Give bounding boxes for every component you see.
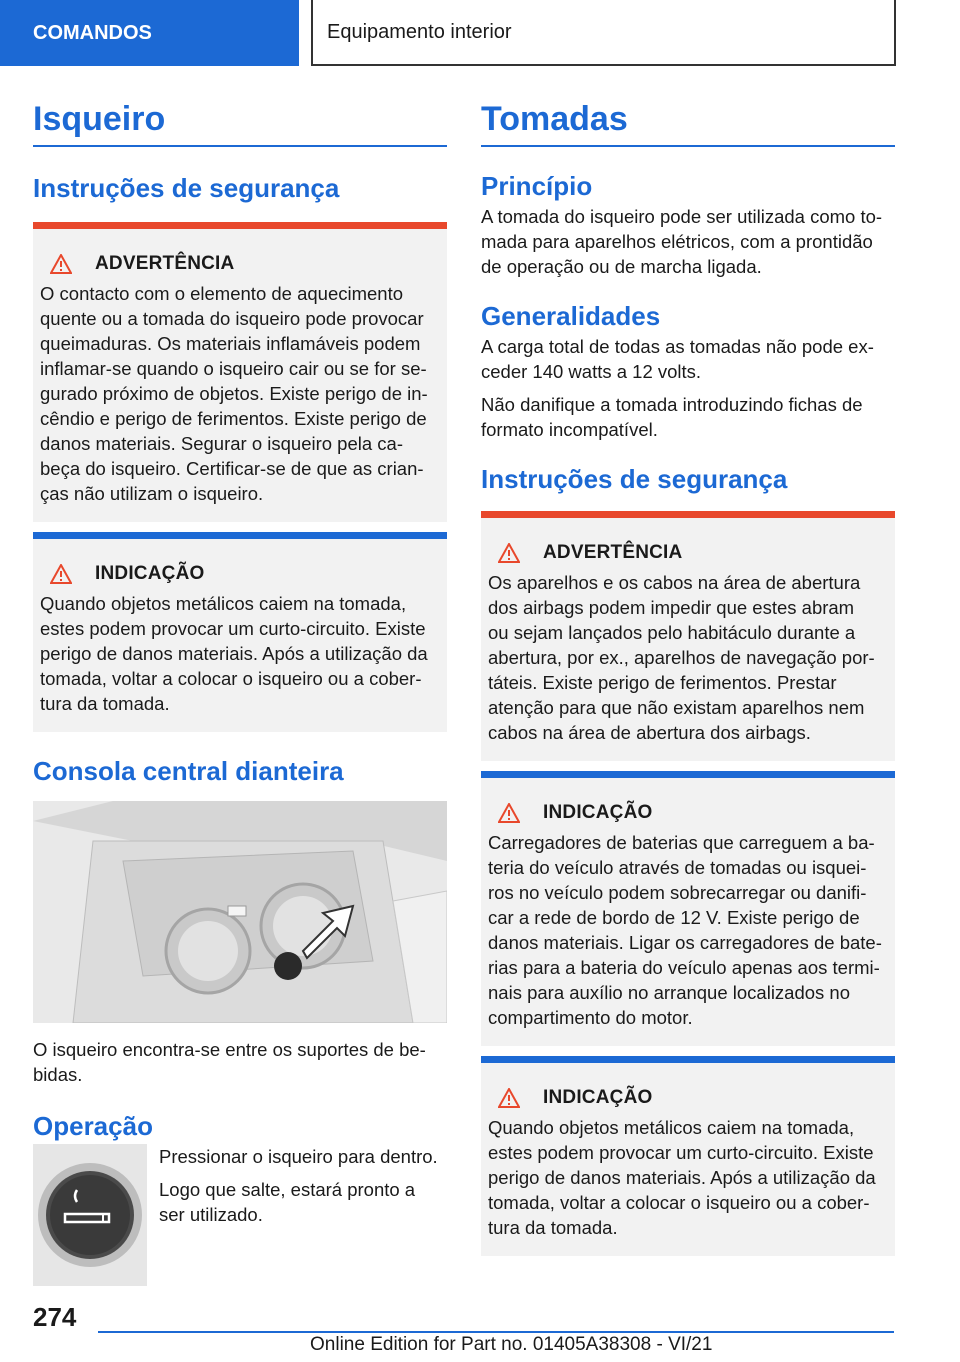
notice-line: nais para auxílio no arranque localizados no [488,982,851,1003]
warning-triangle-icon [498,803,520,823]
warning-line: Os aparelhos e os cabos na área de abertura [488,572,861,593]
footer-divider [98,1331,894,1333]
warning-line: ças não utilizam o isqueiro. [40,483,264,504]
general-line: A carga total de todas as tomadas não pode ex- [481,336,874,357]
warning-head [488,538,887,568]
general-line: Não danifique a tomada introduzindo fichas de [481,394,863,415]
notice-head [488,798,887,828]
warning-box-right [481,511,895,761]
notice-head [488,1083,887,1113]
notice-line: tura da tomada. [40,693,170,714]
notice-line: teria do veículo através de tomadas ou isquei- [488,857,867,878]
chapter-title-box [311,0,896,66]
notice-line: compartimento do motor. [488,1007,693,1028]
general-line: formato incompatível. [481,419,658,440]
console-illustration [33,801,447,1023]
operation-block [33,1144,447,1288]
notice-line: estes podem provocar um curto-circuito. Existe [488,1142,874,1163]
principle-line: A tomada do isqueiro pode ser utilizada como to- [481,206,883,227]
heading-principle: Princípio [481,171,593,201]
warning-head [40,249,439,279]
page-number: 274 [33,1302,77,1332]
notice-line: danos materiais. Ligar os carregadores de bate- [488,932,882,953]
operation-line: Pressionar o isqueiro para dentro. [159,1146,438,1167]
section-title-isqueiro: Isqueiro [33,100,447,147]
warning-line: beça do isqueiro. Certificar-se de que as crian- [40,458,424,479]
notice-line: rias para a bateria do veículo apenas aos termi- [488,957,880,978]
notice-line: Quando objetos metálicos caiem na tomada, [488,1117,855,1138]
section-title-tomadas: Tomadas [481,100,895,147]
notice-line: perigo de danos materiais. Após a utilização da [488,1167,876,1188]
notice-line: car a rede de bordo de 12 V. Existe perigo de [488,907,860,928]
notice-label: INDICAÇÃO [95,563,205,584]
left-column [33,100,447,1288]
edition-text: Online Edition for Part no. 01405A38308 - VI/21 [310,1334,713,1355]
console-text-line: O isqueiro encontra-se entre os suportes de be- [33,1039,426,1060]
warning-triangle-icon [498,1088,520,1108]
warning-line: cabos na área de abertura dos airbags. [488,722,811,743]
warning-line: quente ou a tomada do isqueiro pode provocar [40,308,424,329]
notice-line: tomada, voltar a colocar o isqueiro ou a cober- [488,1192,870,1213]
heading-general: Generalidades [481,301,661,331]
warning-triangle-icon [498,543,520,563]
warning-line: atenção para que não existam aparelhos nem [488,697,865,718]
operation-line: Logo que salte, estará pronto a [159,1179,416,1200]
warning-line: cêndio e perigo de ferimentos. Existe perigo de [40,408,427,429]
warning-triangle-icon [50,254,72,274]
warning-triangle-icon [50,564,72,584]
section-label: COMANDOS [33,21,152,44]
warning-line: gurado próximo de objetos. Existe perigo de in- [40,383,428,404]
notice-label: INDICAÇÃO [543,1087,653,1108]
warning-line: inflamar-se quando o isqueiro cair ou se for se- [40,358,427,379]
chapter-title: Equipamento interior [327,20,512,43]
notice-line: Quando objetos metálicos caiem na tomada, [40,593,407,614]
notice-box-right-2 [481,1056,895,1256]
principle-line: mada para aparelhos elétricos, com a prontidão [481,231,873,252]
operation-line: ser utilizado. [159,1204,263,1225]
warning-line: ou sejam lançados pelo habitáculo durante a [488,622,856,643]
warning-line: abertura, por ex., aparelhos de navegação por- [488,647,875,668]
right-column [481,100,895,1256]
notice-line: tura da tomada. [488,1217,618,1238]
notice-box-left [33,532,447,732]
warning-label: ADVERTÊNCIA [543,542,683,563]
warning-line: danos materiais. Segurar o isqueiro pela ca- [40,433,403,454]
notice-label: INDICAÇÃO [543,802,653,823]
lighter-button-image [33,1144,147,1286]
general-line: ceder 140 watts a 12 volts. [481,361,702,382]
section-tab [0,0,299,66]
warning-label: ADVERTÊNCIA [95,253,235,274]
warning-line: queimaduras. Os materiais inflamáveis podem [40,333,421,354]
cigarette-lighter-icon [33,1144,147,1286]
console-text-line: bidas. [33,1064,83,1085]
notice-head [40,559,439,589]
notice-line: ros no veículo podem sobrecarregar ou danifi- [488,882,867,903]
notice-line: tomada, voltar a colocar o isqueiro ou a cober- [40,668,422,689]
notice-line: perigo de danos materiais. Após a utilização da [40,643,428,664]
heading-operation: Operação [33,1111,153,1141]
warning-line: táteis. Existe perigo de ferimentos. Prestar [488,672,837,693]
notice-line: estes podem provocar um curto-circuito. Existe [40,618,426,639]
heading-safety-left: Instruções de segurança [33,173,340,203]
heading-safety-right: Instruções de segurança [481,464,788,494]
principle-line: de operação ou de marcha ligada. [481,256,762,277]
console-photo [33,801,447,1023]
warning-line: O contacto com o elemento de aquecimento [40,283,404,304]
notice-line: Carregadores de baterias que carreguem a ba- [488,832,875,853]
heading-console: Consola central dianteira [33,756,344,786]
warning-box-left [33,222,447,522]
notice-box-right-1 [481,771,895,1046]
warning-line: dos airbags podem impedir que estes abram [488,597,855,618]
